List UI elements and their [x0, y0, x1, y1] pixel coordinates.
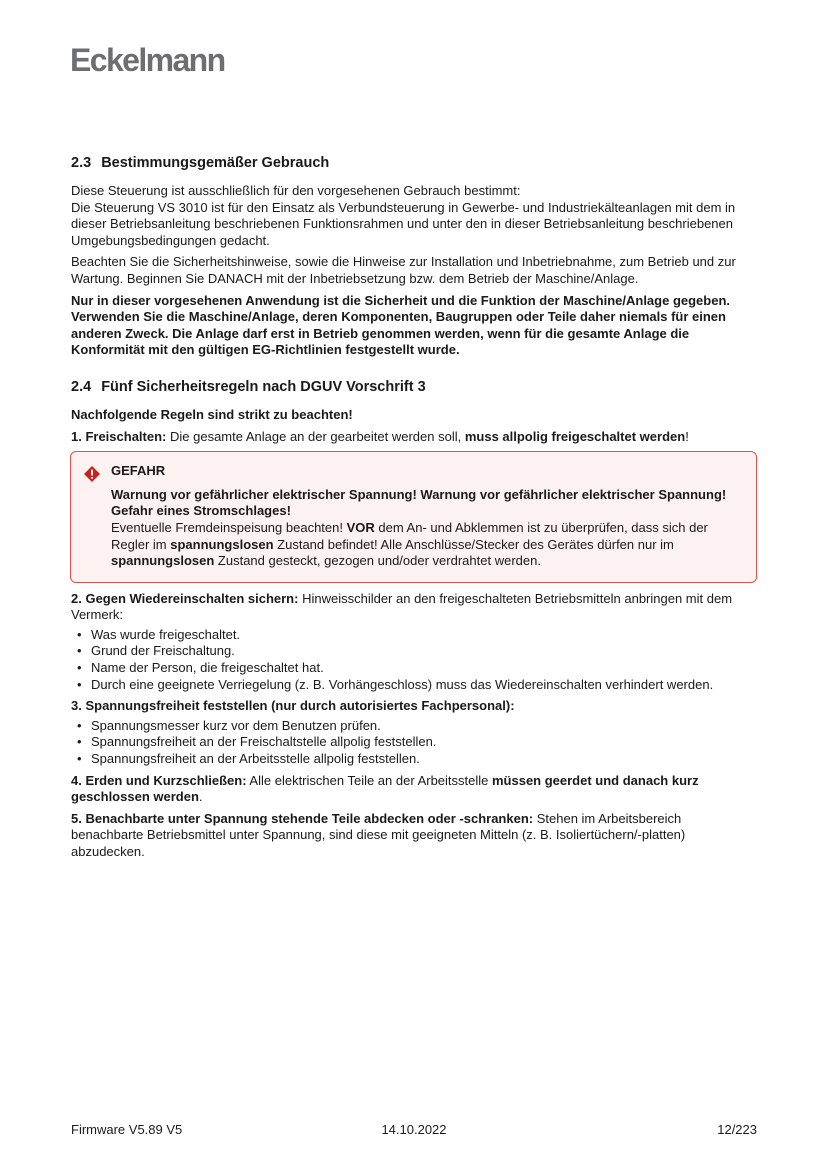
- warning-text-part: Zustand gesteckt, gezogen und/oder verdrahtet werden.: [214, 553, 541, 569]
- warning-text-part: Zustand befindet! Alle Anschlüsse/Stecker des Gerätes dürfen nur im: [273, 536, 674, 552]
- rule-end: .: [198, 789, 203, 805]
- company-logo: Eckelmann: [70, 42, 225, 78]
- section-number: 2.4: [71, 378, 92, 395]
- paragraph-line: Diese Steuerung ist ausschließlich für den vorgesehenen Gebrauch bestimmt:: [71, 183, 521, 198]
- rule-label: 5. Benachbarte unter Spannung stehende Teile abdecken oder -schranken:: [71, 810, 534, 826]
- paragraph-conformity: Nur in dieser vorgesehenen Anwendung ist die Sicherheit und die Funktion der Maschine/Anlage gegeben. Verwenden Sie die Maschine/Anlage, deren Komponenten, Baugruppen oder Teile daher niemals für einen anderen Zweck. Die Anlage darf erst in Betrieb genommen werden, wenn für die gesamte Anlage die Konformität mit den gültigen EG-Richtlinien festgestellt wurde.: [71, 292, 731, 358]
- warning-text-emphasis: VOR: [346, 519, 375, 535]
- list-item: • Grund der Freischaltung.: [71, 643, 757, 660]
- rule-2: [71, 591, 757, 624]
- rule-3: 3. Spannungsfreiheit feststellen (nur durch autorisiertes Fachpersonal):: [71, 698, 515, 714]
- section-title: Fünf Sicherheitsregeln nach DGUV Vorschrift 3: [101, 378, 426, 395]
- list-item: • Durch eine geeignete Verriegelung (z. B. Vorhängeschloss) muss das Wiedereinschalten verhindert werden.: [71, 677, 757, 694]
- paragraph-line: Die Steuerung VS 3010 ist für den Einsatz als Verbundsteuerung in Gewerbe- und Industriekälteanlagen mit dem in dieser Betriebsanleitung beschriebenen Funktionsrahmen und unter den in dieser Betriebsanleitung beschriebenen Umgebungsbedingungen gedacht.: [71, 199, 736, 248]
- rule-text: Alle elektrischen Teile an der Arbeitsstelle: [246, 772, 492, 788]
- paragraph-intended-use: [71, 183, 757, 249]
- warning-text-part: Eventuelle Fremdeinspeisung beachten!: [111, 519, 347, 535]
- list-item: • Spannungsfreiheit an der Arbeitsstelle allpolig feststellen.: [71, 751, 757, 768]
- rule-2-list: [71, 627, 757, 693]
- rules-intro: Nachfolgende Regeln sind strikt zu beachten!: [71, 406, 353, 422]
- rule-label: 2. Gegen Wiedereinschalten sichern:: [71, 590, 299, 606]
- list-item: • Name der Person, die freigeschaltet hat.: [71, 660, 757, 677]
- rule-end: !: [685, 428, 689, 444]
- warning-text: [111, 520, 742, 570]
- warning-text-emphasis: spannungslosen: [170, 536, 274, 552]
- list-item: • Spannungsfreiheit an der Freischaltstelle allpolig feststellen.: [71, 734, 757, 751]
- rule-label: 1. Freischalten:: [71, 428, 167, 444]
- rule-emphasis: muss allpolig freigeschaltet werden: [464, 428, 686, 444]
- page-content: [71, 153, 757, 866]
- footer-date: 14.10.2022: [381, 1122, 447, 1137]
- list-item: • Was wurde freigeschaltet.: [71, 627, 757, 644]
- warning-text-emphasis: spannungslosen: [111, 553, 215, 569]
- warning-title: GEFAHR: [111, 463, 166, 479]
- warning-icon: [83, 465, 101, 483]
- danger-warning-box: [70, 451, 757, 583]
- paragraph-safety-notes: Beachten Sie die Sicherheitshinweise, sowie die Hinweise zur Installation und Inbetriebnahme, zum Betrieb und zur Wartung. Beginnen Sie DANACH mit der Inbetriebsetzung bzw. dem Betrieb der Maschine/Anlage.: [71, 254, 736, 286]
- warning-headline: Warnung vor gefährlicher elektrischer Spannung! Warnung vor gefährlicher elektrischer Spannung! Gefahr eines Stromschlages!: [111, 486, 727, 519]
- section-2-3-heading: [71, 153, 757, 173]
- warning-text-part: dem An- und Abklemmen ist zu überprüfen, dass sich der Regler im: [111, 519, 708, 552]
- list-item: • Spannungsmesser kurz vor dem Benutzen prüfen.: [71, 718, 757, 735]
- footer-firmware: Firmware V5.89 V5: [71, 1122, 183, 1137]
- rule-4: [71, 773, 757, 806]
- rule-5: [71, 811, 757, 861]
- rule-text: Stehen im Arbeitsbereich benachbarte Betriebsmittel unter Spannung, sind diese mit geeigneten Mitteln (z. B. Isoliertüchern/-platten) abzudecken.: [71, 810, 686, 859]
- section-title: Bestimmungsgemäßer Gebrauch: [101, 155, 330, 171]
- section-2-4-heading: [71, 377, 757, 397]
- warning-body: [111, 487, 742, 570]
- rule-text: Die gesamte Anlage an der gearbeitet werden soll,: [166, 428, 465, 444]
- section-number: 2.3: [71, 155, 92, 171]
- footer-page-number: 12/223: [717, 1122, 757, 1137]
- rule-3-list: [71, 718, 757, 768]
- rule-emphasis: müssen geerdet und danach kurz geschlossen werden: [71, 772, 699, 805]
- rule-text: Hinweisschilder an den freigeschalteten Betriebsmitteln anbringen mit dem Vermerk:: [71, 590, 733, 623]
- rule-label: 4. Erden und Kurzschließen:: [71, 772, 247, 788]
- rule-1: [71, 429, 757, 446]
